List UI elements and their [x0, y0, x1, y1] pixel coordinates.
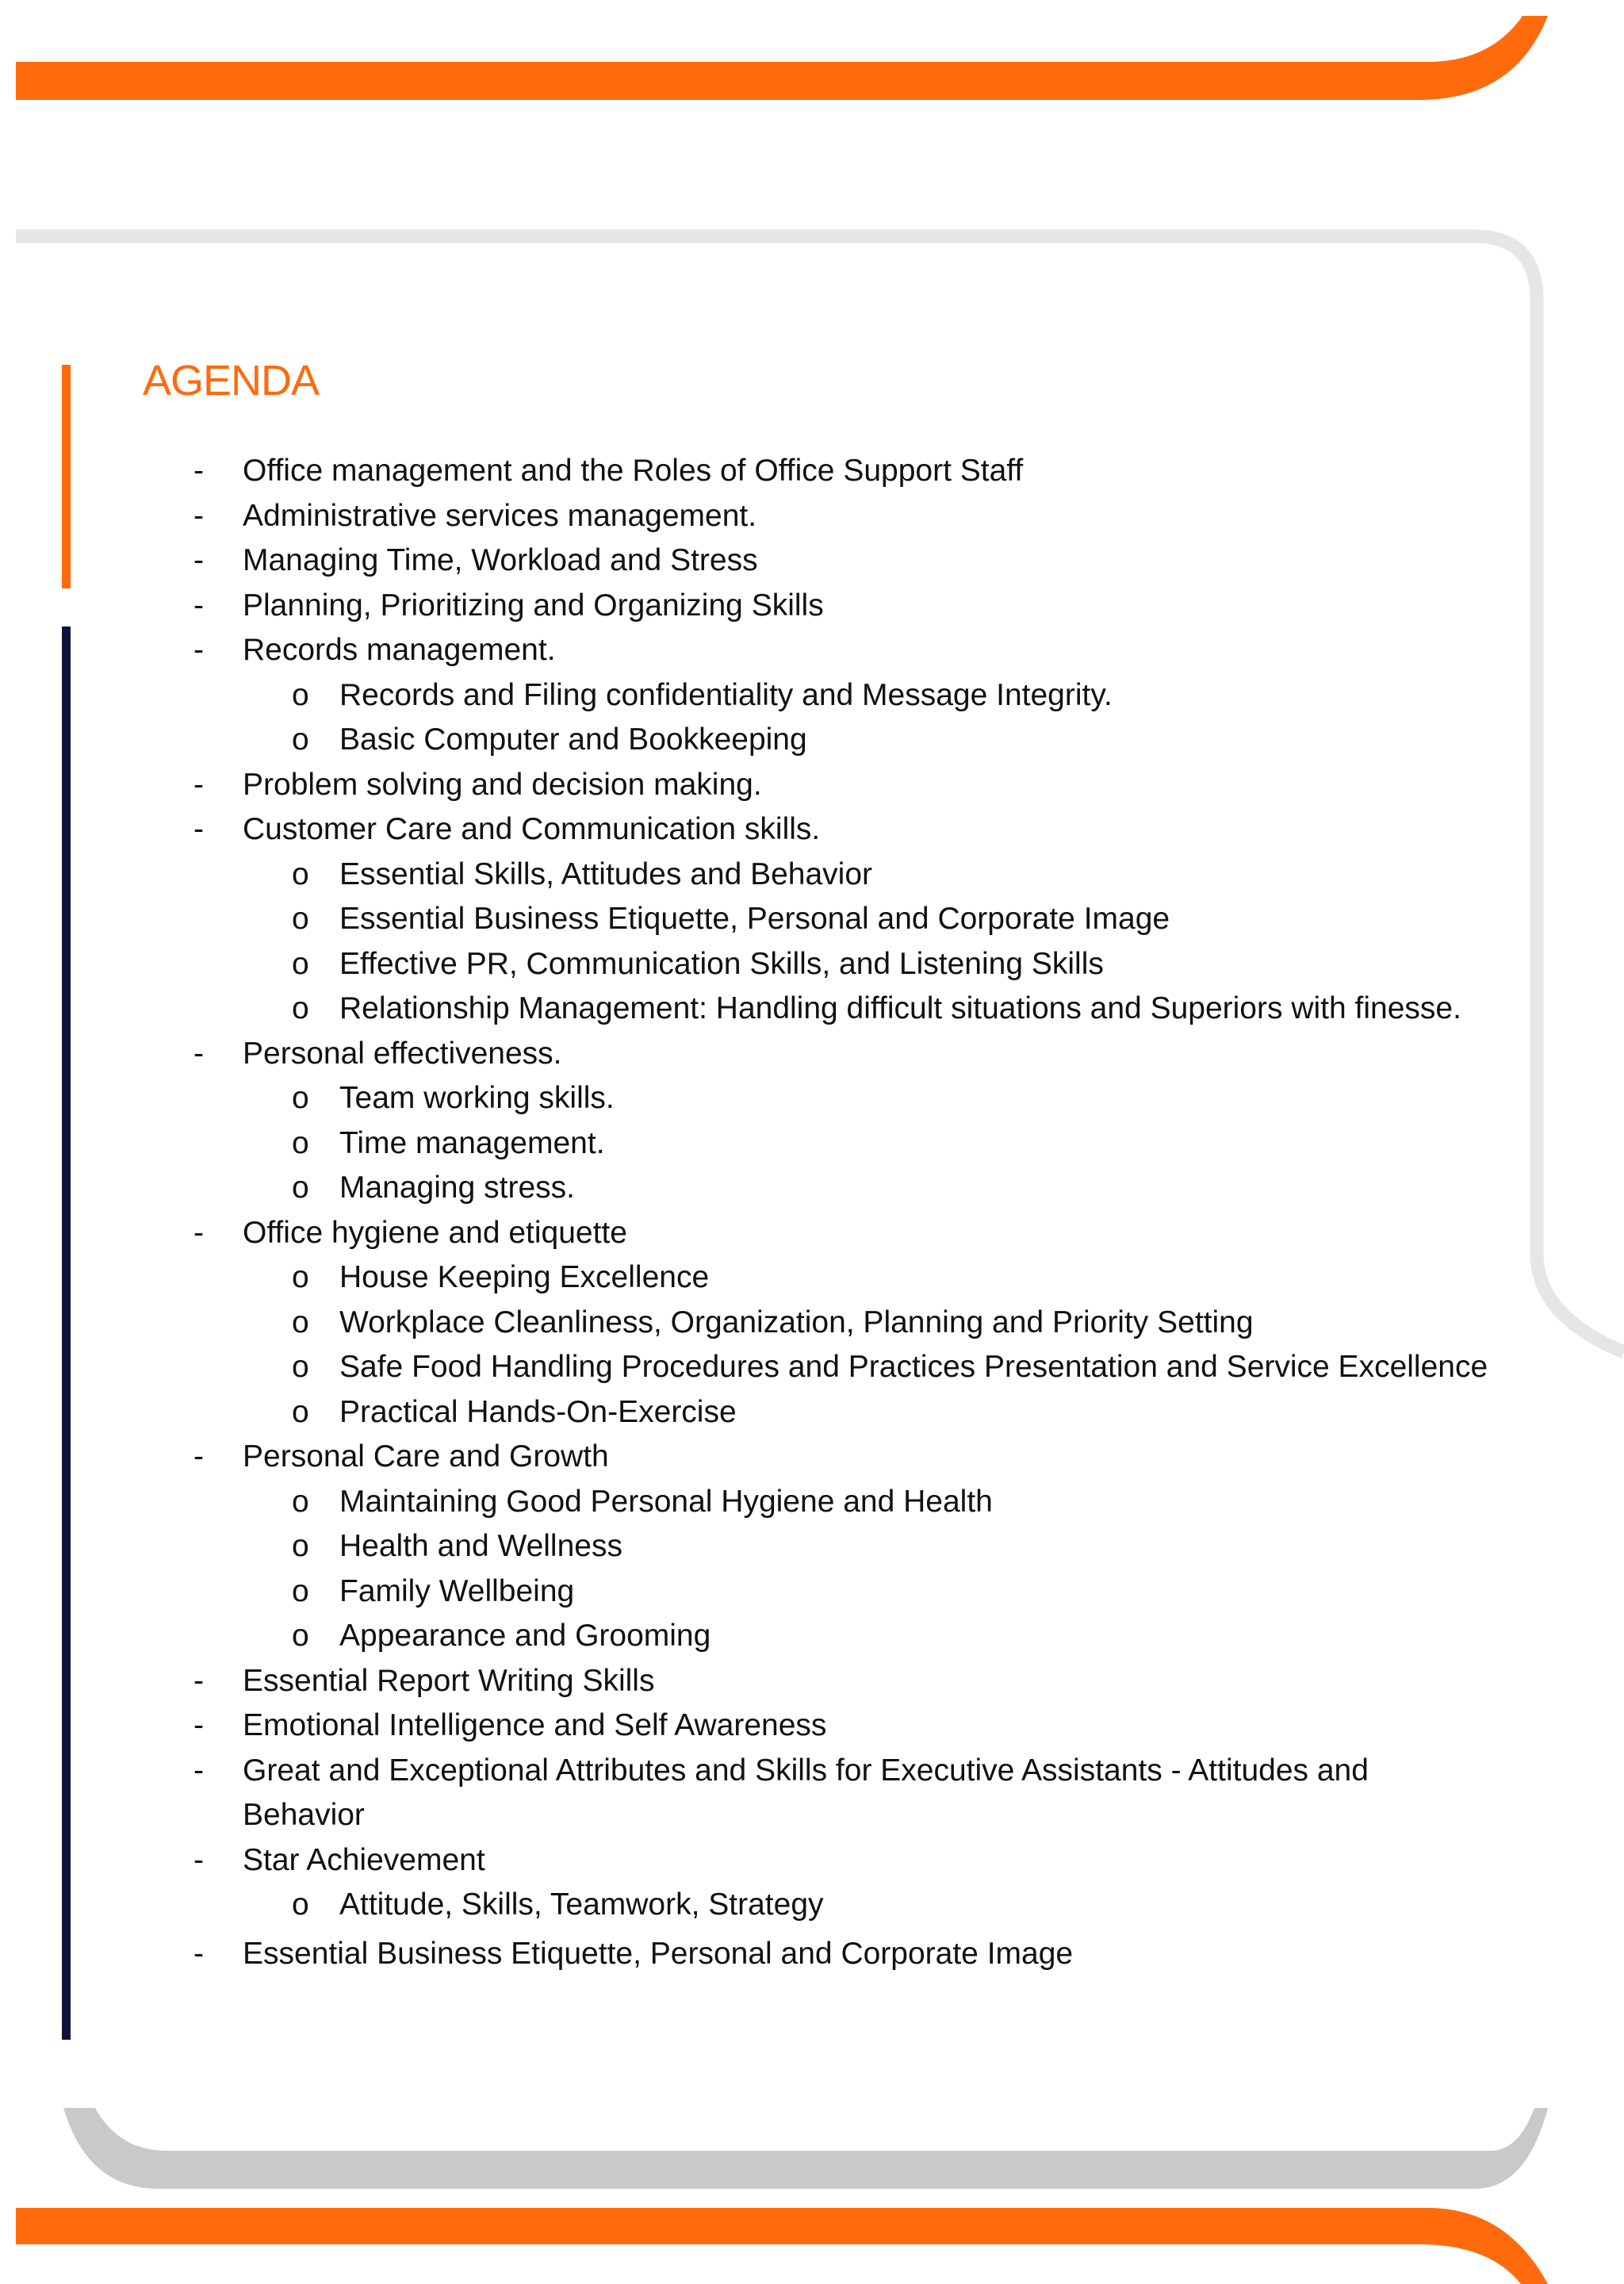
agenda-subitem [0, 897, 1624, 942]
dash-bullet: - [193, 1215, 204, 1250]
agenda-subitem [0, 987, 1624, 1032]
circle-bullet: o [292, 1305, 309, 1339]
agenda-item-text: Health and Wellness [339, 1529, 622, 1563]
circle-bullet: o [292, 902, 309, 936]
agenda-item-text: Time management. [339, 1125, 605, 1160]
agenda-item [0, 538, 1624, 584]
dash-bullet: - [193, 588, 204, 623]
circle-bullet: o [292, 1619, 309, 1653]
agenda-subitem [0, 1883, 1624, 1928]
circle-bullet: o [292, 1260, 309, 1294]
agenda-item [0, 1703, 1624, 1749]
circle-bullet: o [292, 1350, 309, 1384]
agenda-item-text: Personal effectiveness. [243, 1036, 562, 1071]
agenda-item [0, 1659, 1624, 1704]
agenda-item-text: Planning, Prioritizing and Organizing Skills [243, 588, 824, 623]
dash-bullet: - [193, 454, 204, 488]
dash-bullet: - [193, 1708, 204, 1742]
circle-bullet: o [292, 991, 309, 1025]
agenda-item-text: Administrative services management. [243, 498, 757, 533]
circle-bullet: o [292, 946, 309, 981]
circle-bullet: o [292, 1081, 309, 1115]
agenda-list [0, 449, 1624, 1976]
dash-bullet: - [193, 633, 204, 667]
agenda-item-text: Maintaining Good Personal Hygiene and Health [339, 1484, 993, 1519]
circle-bullet: o [292, 1529, 309, 1563]
circle-bullet: o [292, 1125, 309, 1160]
agenda-subitem [0, 718, 1624, 763]
agenda-item-text: Managing stress. [339, 1171, 575, 1205]
agenda-subitem [0, 1166, 1624, 1211]
bottom-orange-band [16, 2208, 1548, 2284]
agenda-subitem [0, 1255, 1624, 1301]
dash-bullet: - [193, 498, 204, 533]
circle-bullet: o [292, 1573, 309, 1608]
agenda-item-text: Customer Care and Communication skills. [243, 812, 821, 846]
agenda-item-text: Basic Computer and Bookkeeping [339, 722, 807, 757]
page-title: AGENDA [143, 357, 320, 404]
agenda-item [0, 1211, 1624, 1256]
agenda-item-text: Essential Report Writing Skills [243, 1663, 655, 1698]
agenda-item [0, 449, 1624, 494]
dash-bullet: - [193, 1663, 204, 1698]
circle-bullet: o [292, 856, 309, 891]
agenda-item-text: Emotional Intelligence and Self Awareness [243, 1708, 827, 1742]
circle-bullet: o [292, 1171, 309, 1205]
dash-bullet: - [193, 1936, 204, 1971]
circle-bullet: o [292, 1484, 309, 1519]
agenda-subitem [0, 1076, 1624, 1121]
agenda-item-text: Problem solving and decision making. [243, 767, 762, 802]
agenda-subitem [0, 942, 1624, 987]
agenda-item [0, 1838, 1624, 1884]
agenda-subitem [0, 1345, 1624, 1390]
agenda-item-text: Essential Business Etiquette, Personal and Corporate Image [243, 1936, 1074, 1971]
dash-bullet: - [193, 1036, 204, 1071]
agenda-item [0, 1932, 1624, 1977]
agenda-item [0, 1032, 1624, 1077]
agenda-item [0, 628, 1624, 673]
agenda-item-text: Records management. [243, 633, 556, 667]
bottom-grey-band [63, 2108, 1548, 2189]
agenda-subitem [0, 1614, 1624, 1659]
agenda-item-text: Effective PR, Communication Skills, and Listening Skills [339, 946, 1104, 981]
agenda-item [0, 1435, 1624, 1480]
circle-bullet: o [292, 1887, 309, 1922]
dash-bullet: - [193, 767, 204, 802]
agenda-subitem [0, 673, 1624, 719]
circle-bullet: o [292, 677, 309, 712]
agenda-item-text: Managing Time, Workload and Stress [243, 543, 758, 577]
agenda-item-text: Family Wellbeing [339, 1573, 575, 1608]
agenda-item-text: Office management and the Roles of Office Support Staff [243, 454, 1024, 488]
agenda-item-text: Workplace Cleanliness, Organization, Planning and Priority Setting [339, 1305, 1254, 1339]
agenda-item-text: Relationship Management: Handling difficult situations and Superiors with finesse. [339, 991, 1461, 1025]
dash-bullet: - [193, 1753, 204, 1788]
agenda-item-text: Essential Skills, Attitudes and Behavior [339, 856, 873, 891]
agenda-item-text: Safe Food Handling Procedures and Practices Presentation and Service Excellence [339, 1350, 1488, 1384]
agenda-item [0, 807, 1624, 853]
agenda-item-text: Practical Hands-On-Exercise [339, 1394, 737, 1429]
circle-bullet: o [292, 1394, 309, 1429]
agenda-subitem [0, 853, 1624, 898]
agenda-item-text: Star Achievement [243, 1842, 485, 1877]
agenda-subitem [0, 1524, 1624, 1569]
agenda-item [0, 494, 1624, 539]
dash-bullet: - [193, 1439, 204, 1473]
agenda-item-text: Team working skills. [339, 1081, 615, 1115]
agenda-item-text: Appearance and Grooming [339, 1619, 711, 1653]
agenda-subitem [0, 1301, 1624, 1346]
agenda-item-text: Office hygiene and etiquette [243, 1215, 627, 1250]
circle-bullet: o [292, 722, 309, 757]
agenda-item-text: Essential Business Etiquette, Personal and Corporate Image [339, 902, 1170, 936]
agenda-item-text: Records and Filing confidentiality and Message Integrity. [339, 677, 1113, 712]
agenda-item [0, 763, 1624, 808]
agenda-item-text: House Keeping Excellence [339, 1260, 710, 1294]
dash-bullet: - [193, 543, 204, 577]
dash-bullet: - [193, 1842, 204, 1877]
agenda-subitem [0, 1121, 1624, 1167]
agenda-item-text: Great and Exceptional Attributes and Skills for Executive Assistants - Attitudes and Behavior [243, 1753, 1369, 1832]
agenda-subitem [0, 1480, 1624, 1525]
top-orange-band [16, 16, 1548, 100]
dash-bullet: - [193, 812, 204, 846]
agenda-item-text: Personal Care and Growth [243, 1439, 609, 1473]
agenda-item [0, 584, 1624, 629]
agenda-subitem [0, 1569, 1624, 1615]
agenda-subitem [0, 1390, 1624, 1435]
agenda-item [0, 1749, 1392, 1838]
agenda-item-text: Attitude, Skills, Teamwork, Strategy [339, 1887, 824, 1922]
